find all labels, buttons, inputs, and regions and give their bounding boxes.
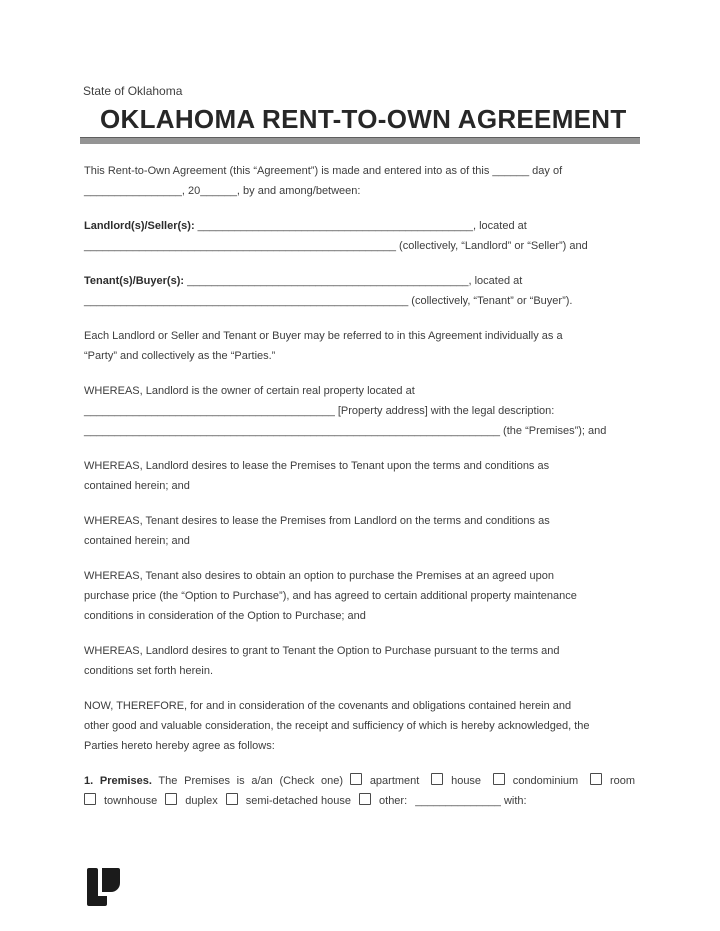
text-line: This Rent-to-Own Agreement (this “Agreement”) is made and entered into as of this ______ day of (84, 165, 563, 177)
intro-paragraph (84, 161, 640, 201)
semi-detached-house-checkbox[interactable] (226, 793, 238, 805)
title-underline-rule (80, 137, 640, 144)
semi-detached-house-option (226, 795, 351, 807)
condominium-option-label: condominium (512, 775, 579, 787)
text-line: Parties hereto hereby agree as follows: (84, 740, 275, 752)
townhouse-option-label: townhouse (104, 795, 158, 807)
text-line: contained herein; and (84, 535, 190, 547)
townhouse-option (84, 795, 157, 807)
text-line: _____________________________________________________ (collectively, “Tenant” or “Buyer”). (84, 295, 573, 307)
apartment-option-label: apartment (369, 775, 420, 787)
legal-templates-logo-icon (86, 868, 120, 906)
now-therefore-paragraph (84, 696, 640, 756)
text-line: ____________________________________________________________________ (the “Premises”); and (84, 425, 607, 437)
tenant-label: Tenant(s)/Buyer(s): (84, 275, 185, 287)
whereas-landlord-lease-paragraph (84, 456, 640, 496)
text-line: _________________________________________ [Property address] with the legal description: (84, 405, 555, 417)
text-line: conditions in consideration of the Option to Purchase; and (84, 610, 366, 622)
townhouse-checkbox[interactable] (84, 793, 96, 805)
condominium-checkbox[interactable] (493, 773, 505, 785)
duplex-option (165, 795, 217, 807)
text-line: WHEREAS, Tenant also desires to obtain an option to purchase the Premises at an agreed upon (84, 570, 555, 582)
premises-number-label: 1. Premises. (84, 775, 152, 787)
tenant-party-block (84, 271, 640, 311)
other-checkbox[interactable] (359, 793, 371, 805)
text-line: Each Landlord or Seller and Tenant or Buyer may be referred to in this Agreement individually as a (84, 330, 563, 342)
other-option (359, 795, 407, 807)
page-title: OKLAHOMA RENT-TO-OWN AGREEMENT (100, 104, 627, 134)
condominium-option (493, 775, 578, 787)
parties-definition-paragraph (84, 326, 640, 366)
landlord-blank-line: _____________________________________________, located at (194, 220, 527, 232)
text-line: ___________________________________________________ (collectively, “Landlord” or “Seller”) and (84, 240, 588, 252)
other-blank-line: ______________ (415, 795, 501, 807)
house-option (431, 775, 481, 787)
duplex-checkbox[interactable] (165, 793, 177, 805)
text-line (84, 220, 527, 232)
document-content (80, 84, 640, 906)
whereas-property-paragraph (84, 381, 640, 441)
room-option-label: room (609, 775, 636, 787)
apartment-option (350, 775, 420, 787)
duplex-option-label: duplex (185, 795, 218, 807)
text-line: contained herein; and (84, 480, 190, 492)
premises-intro-text: The Premises is a/an (Check one) (158, 775, 344, 787)
premises-clause (84, 771, 640, 811)
semi-detached-house-option-label: semi-detached house (245, 795, 351, 807)
text-line: WHEREAS, Tenant desires to lease the Premises from Landlord on the terms and conditions as (84, 515, 550, 527)
landlord-label: Landlord(s)/Seller(s): (84, 220, 195, 232)
text-line: “Party” and collectively as the “Parties.” (84, 350, 276, 362)
room-option (590, 775, 635, 787)
landlord-party-block (84, 216, 640, 256)
text-line: ________________, 20______, by and among/between: (84, 185, 361, 197)
tenant-blank-line: ______________________________________________, located at (184, 275, 523, 287)
other-option-label: other: (379, 795, 408, 807)
room-checkbox[interactable] (590, 773, 602, 785)
whereas-grant-paragraph (84, 641, 640, 681)
text-line: WHEREAS, Landlord desires to grant to Tenant the Option to Purchase pursuant to the terms and (84, 645, 560, 657)
text-line: other good and valuable consideration, the receipt and sufficiency of which is hereby acknowledged, the (84, 720, 590, 732)
legal-templates-logo (86, 868, 120, 906)
house-option-label: house (451, 775, 482, 787)
house-checkbox[interactable] (431, 773, 443, 785)
text-line: WHEREAS, Landlord is the owner of certain real property located at (84, 385, 415, 397)
text-line: conditions set forth herein. (84, 665, 214, 677)
text-line: WHEREAS, Landlord desires to lease the Premises to Tenant upon the terms and conditions as (84, 460, 550, 472)
whereas-tenant-lease-paragraph (84, 511, 640, 551)
text-line (84, 275, 522, 287)
premises-with-label: with: (503, 795, 527, 807)
text-line: purchase price (the “Option to Purchase”), and has agreed to certain additional property maintenance (84, 590, 577, 602)
apartment-checkbox[interactable] (350, 773, 362, 785)
state-label: State of Oklahoma (83, 84, 183, 98)
whereas-option-paragraph (84, 566, 640, 626)
text-line: NOW, THEREFORE, for and in consideration of the covenants and obligations contained herein and (84, 700, 572, 712)
